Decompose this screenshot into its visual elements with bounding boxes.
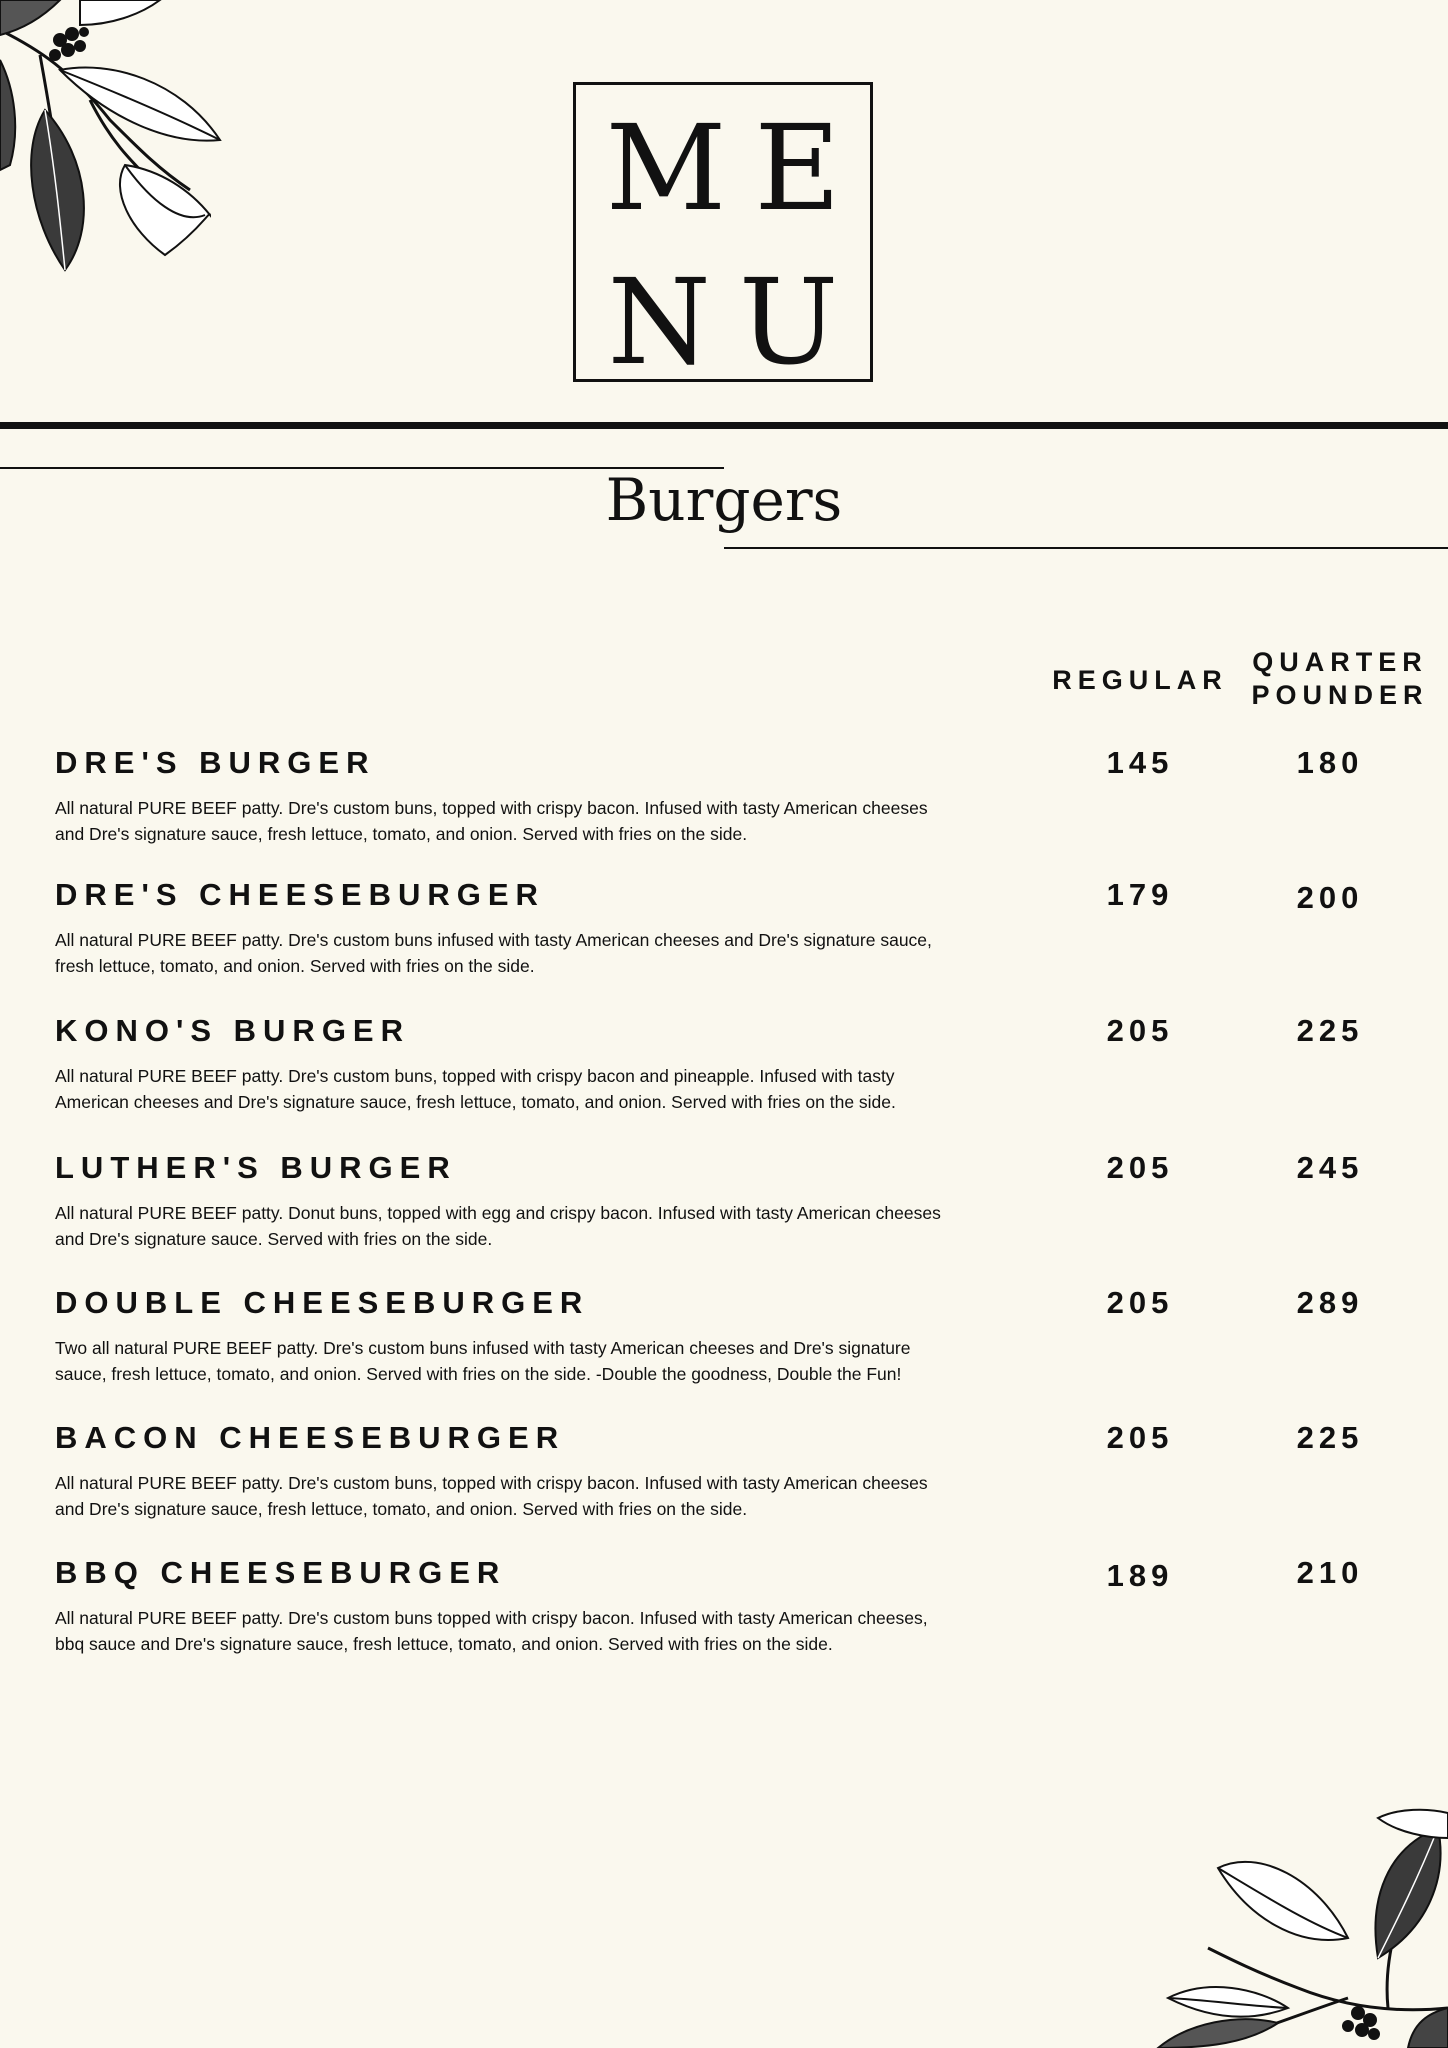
column-header-regular-label: REGULAR	[1052, 665, 1228, 695]
leaf-illustration-bottom-right	[1148, 1808, 1448, 2048]
item-description: All natural PURE BEEF patty. Dre's custom buns, topped with crispy bacon. Infused with tasty American cheeses and Dre's signature sauce, fresh lettuce, tomato, and onion. Served with fries on the side.	[55, 1473, 928, 1519]
item-price-quarter-pounder: 225	[1296, 1013, 1364, 1048]
section-rule-right	[724, 547, 1448, 549]
item-name: BACON CHEESEBURGER	[55, 1420, 566, 1455]
item-price-quarter-pounder: 225	[1296, 1420, 1364, 1455]
item-name: LUTHER'S BURGER	[55, 1150, 457, 1185]
item-description: All natural PURE BEEF patty. Dre's custom buns, topped with crispy bacon. Infused with tasty American cheeses and Dre's signature sauce, fresh lettuce, tomato, and onion. Served with fries on the side.	[55, 798, 928, 844]
item-name: KONO'S BURGER	[55, 1013, 410, 1048]
item-price-quarter-pounder: 289	[1296, 1285, 1364, 1320]
item-price-regular: 145	[1106, 745, 1174, 780]
item-name: BBQ CHEESEBURGER	[55, 1555, 507, 1590]
header-divider	[0, 422, 1448, 429]
menu-title-line-1: ME	[605, 99, 869, 237]
item-name: DRE'S BURGER	[55, 745, 376, 780]
item-name: DRE'S CHEESEBURGER	[55, 877, 545, 912]
item-price-regular: 189	[1106, 1558, 1174, 1593]
item-name: DOUBLE CHEESEBURGER	[55, 1285, 590, 1320]
menu-title-box	[573, 82, 873, 391]
menu-title-line-2: NU	[607, 253, 867, 391]
item-description: All natural PURE BEEF patty. Donut buns, topped with egg and crispy bacon. Infused with tasty American cheeses and Dre's signature sauce. Served with fries on the side.	[55, 1203, 941, 1249]
item-price-regular: 205	[1106, 1013, 1174, 1048]
item-price-regular: 205	[1106, 1285, 1174, 1320]
item-price-regular: 179	[1106, 877, 1174, 912]
item-price-quarter-pounder: 200	[1296, 880, 1364, 915]
column-header-quarter-line-2: POUNDER	[1251, 680, 1429, 710]
item-description: Two all natural PURE BEEF patty. Dre's custom buns infused with tasty American cheeses and Dre's signature sauce, fresh lettuce, tomato, and onion. Served with fries on the side. -Double the goodness, Double the Fun!	[55, 1338, 911, 1384]
section-title: Burgers	[605, 466, 843, 534]
item-price-quarter-pounder: 245	[1296, 1150, 1364, 1185]
item-price-quarter-pounder: 210	[1296, 1555, 1364, 1590]
item-description: All natural PURE BEEF patty. Dre's custom buns, topped with crispy bacon and pineapple. Infused with tasty American cheeses and Dre's signature sauce, fresh lettuce, tomato, and onion. Served with fries on the side.	[55, 1066, 896, 1112]
item-price-regular: 205	[1106, 1420, 1174, 1455]
item-price-quarter-pounder: 180	[1296, 745, 1364, 780]
column-header-quarter-line-1: QUARTER	[1252, 647, 1428, 677]
leaf-illustration-top-left	[0, 0, 230, 280]
column-header-regular	[1040, 664, 1240, 697]
item-price-regular: 205	[1106, 1150, 1174, 1185]
column-header-quarter-pounder	[1240, 646, 1440, 712]
item-description: All natural PURE BEEF patty. Dre's custom buns topped with crispy bacon. Infused with tasty American cheeses, bbq sauce and Dre's signature sauce, fresh lettuce, tomato, and onion. Served with fries on the side.	[55, 1608, 928, 1654]
item-description: All natural PURE BEEF patty. Dre's custom buns infused with tasty American cheeses and Dre's signature sauce, fresh lettuce, tomato, and onion. Served with fries on the side.	[55, 930, 932, 976]
